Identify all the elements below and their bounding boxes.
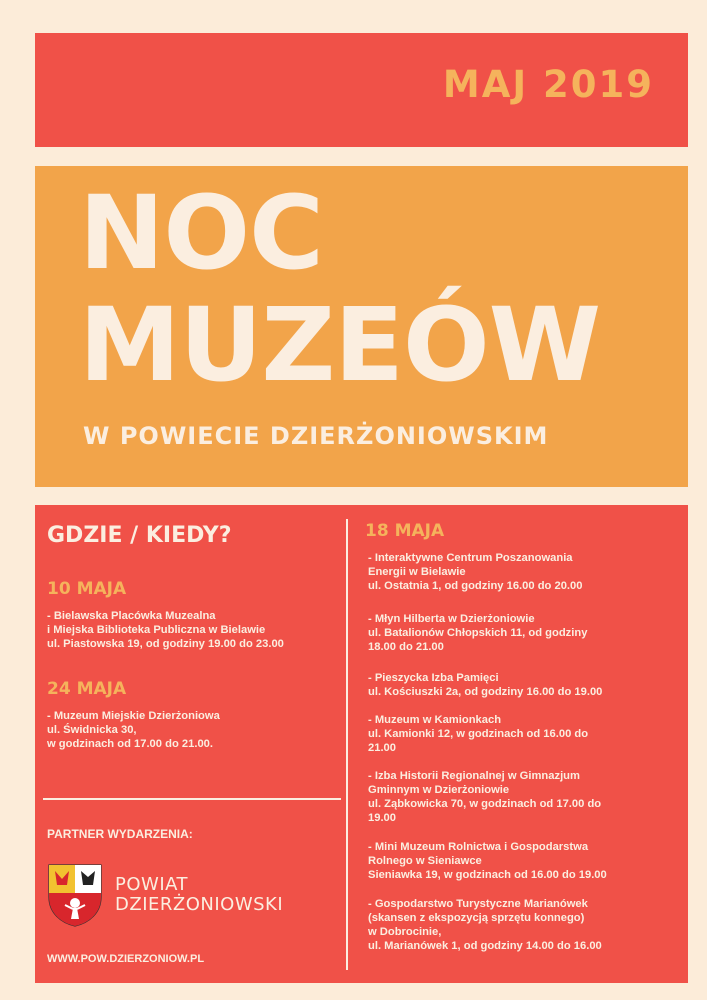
event-entry: - Gospodarstwo Turystyczne Marianówek (skansen z ekspozycją sprzętu konnego) w Dobrocinie, ul. Marianówek 1, od godziny 14.00 do 16.00 [368, 898, 602, 952]
event-entry: - Mini Muzeum Rolnictwa i Gospodarstwa Rolnego w Sieniawce Sieniawka 19, w godzinach od 16.00 do 19.00 [368, 841, 607, 881]
title-panel [35, 166, 688, 487]
event-title [79, 174, 601, 405]
partner-name-line-2: DZIERŻONIOWSKI [115, 894, 284, 915]
partner-label: PARTNER WYDARZENIA: [47, 827, 193, 841]
event-entry: - Pieszycka Izba Pamięci ul. Kościuszki 2a, od godziny 16.00 do 19.00 [368, 672, 603, 698]
title-line-1: NOC [79, 174, 323, 293]
date-heading: 18 MAJA [365, 521, 445, 541]
where-when-heading: GDZIE / KIEDY? [47, 523, 232, 548]
partner-name [115, 875, 283, 915]
schedule-panel [35, 505, 688, 983]
date-heading: 24 MAJA [47, 679, 127, 699]
website-link[interactable]: WWW.POW.DZIERZONIOW.PL [47, 953, 205, 965]
event-entry: - Izba Historii Regionalnej w Gimnazjum Gminnym w Dzierżoniowie ul. Ząbkowicka 70, w godzinach od 17.00 do 19.00 [368, 770, 602, 824]
event-entry: - Młyn Hilberta w Dzierżoniowie ul. Batalionów Chłopskich 11, od godziny 18.00 do 21.00 [368, 613, 588, 653]
date-heading: 10 MAJA [47, 579, 127, 599]
event-subtitle: W POWIECIE DZIERŻONIOWSKIM [83, 422, 549, 450]
partner-logo [47, 863, 327, 929]
event-entry: - Muzeum Miejskie Dzierżoniowa ul. Świdnicka 30, w godzinach od 17.00 do 21.00. [47, 710, 220, 750]
event-entry: - Interaktywne Centrum Poszanowania Energii w Bielawie ul. Ostatnia 1, od godziny 16.00 do 20.00 [368, 552, 583, 592]
coat-of-arms-icon [47, 863, 103, 927]
partner-name-line-1: POWIAT [115, 874, 189, 895]
vertical-divider [346, 519, 348, 970]
event-entry: - Muzeum w Kamionkach ul. Kamionki 12, w godzinach od 16.00 do 21.00 [368, 714, 589, 754]
event-entry: - Bielawska Placówka Muzealna i Miejska Biblioteka Publiczna w Bielawie ul. Piastowska 19, od godziny 19.00 do 23.00 [47, 610, 284, 650]
horizontal-divider [43, 798, 341, 800]
event-month: MAJ 2019 [442, 63, 654, 106]
title-line-2: MUZEÓW [79, 286, 601, 405]
header-banner [35, 33, 688, 147]
